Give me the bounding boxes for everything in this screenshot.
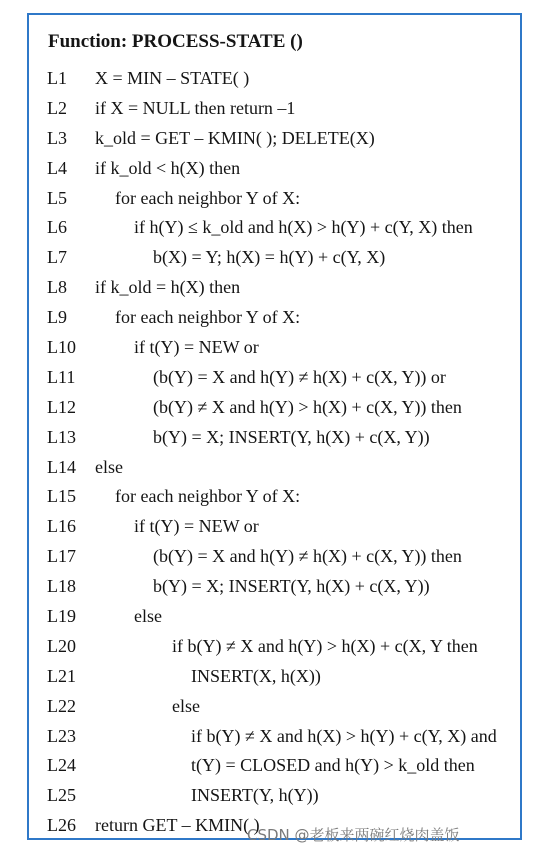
line-number: L14 [47, 456, 76, 477]
code-line-3 [29, 124, 520, 154]
line-number: L12 [47, 396, 76, 417]
code-line-17 [29, 542, 520, 572]
code-line-13 [29, 423, 520, 453]
line-number: L4 [47, 157, 67, 178]
line-code: b(X) = Y; h(X) = h(Y) + c(Y, X) [153, 247, 386, 268]
line-number: L10 [47, 337, 76, 358]
line-code: else [134, 606, 162, 627]
line-code: if h(Y) ≤ k_old and h(X) > h(Y) + c(Y, X) then [134, 217, 473, 238]
line-code: INSERT(Y, h(Y)) [191, 785, 319, 806]
line-code: for each neighbor Y of X: [115, 307, 301, 328]
watermark-text: CSDN @老板来两碗红烧肉盖饭 [247, 826, 460, 844]
line-number: L2 [47, 97, 67, 118]
code-line-21 [29, 662, 520, 692]
line-number: L15 [47, 486, 76, 507]
line-number: L16 [47, 516, 76, 537]
line-code: b(Y) = X; INSERT(Y, h(X) + c(X, Y)) [153, 426, 430, 447]
code-line-2 [29, 94, 520, 124]
code-line-24 [29, 751, 520, 781]
line-code: b(Y) = X; INSERT(Y, h(X) + c(X, Y)) [153, 576, 430, 597]
line-code: else [172, 695, 200, 716]
line-code: if t(Y) = NEW or [134, 337, 259, 358]
line-code: INSERT(X, h(X)) [191, 665, 321, 686]
code-line-8 [29, 273, 520, 303]
code-line-7 [29, 243, 520, 273]
line-number: L21 [47, 665, 76, 686]
line-number: L26 [47, 815, 76, 836]
line-number: L3 [47, 127, 67, 148]
line-code: (b(Y) = X and h(Y) ≠ h(X) + c(X, Y)) then [153, 546, 462, 567]
pseudocode-lines [29, 64, 520, 841]
line-code: else [95, 456, 123, 477]
line-number: L18 [47, 576, 76, 597]
line-code: return GET – KMIN( ) [95, 815, 260, 836]
line-number: L8 [47, 277, 67, 298]
code-line-12 [29, 393, 520, 423]
line-number: L20 [47, 635, 76, 656]
line-number: L1 [47, 68, 67, 88]
line-number: L11 [47, 366, 76, 387]
line-number: L25 [47, 785, 76, 806]
line-code: for each neighbor Y of X: [115, 486, 301, 507]
code-line-15 [29, 482, 520, 512]
code-line-10 [29, 333, 520, 363]
code-line-4 [29, 154, 520, 184]
line-code: if X = NULL then return –1 [95, 97, 296, 118]
code-line-5 [29, 184, 520, 214]
line-code: t(Y) = CLOSED and h(Y) > k_old then [191, 755, 475, 776]
line-number: L5 [47, 187, 67, 208]
line-number: L19 [47, 606, 76, 627]
line-code: if k_old = h(X) then [95, 277, 241, 298]
code-line-11 [29, 363, 520, 393]
function-title: Function: PROCESS-STATE () [48, 31, 303, 52]
line-number: L6 [47, 217, 67, 238]
line-number: L7 [47, 247, 67, 268]
line-number: L23 [47, 725, 76, 746]
line-number: L24 [47, 755, 76, 776]
line-code: X = MIN – STATE( ) [95, 68, 250, 88]
line-code: if b(Y) ≠ X and h(X) > h(Y) + c(Y, X) and [191, 725, 497, 746]
code-line-9 [29, 303, 520, 333]
code-line-6 [29, 213, 520, 243]
line-number: L17 [47, 546, 76, 567]
code-line-14 [29, 453, 520, 483]
code-line-18 [29, 572, 520, 602]
code-line-19 [29, 602, 520, 632]
line-code: if t(Y) = NEW or [134, 516, 259, 537]
line-number: L22 [47, 695, 76, 716]
code-line-1 [29, 64, 520, 94]
algorithm-box [27, 13, 522, 840]
line-code: if k_old < h(X) then [95, 157, 241, 178]
code-line-25 [29, 781, 520, 811]
code-line-23 [29, 722, 520, 752]
line-code: for each neighbor Y of X: [115, 187, 301, 208]
line-number: L13 [47, 426, 76, 447]
line-code: (b(Y) ≠ X and h(Y) > h(X) + c(X, Y)) then [153, 396, 462, 417]
code-line-22 [29, 692, 520, 722]
code-line-20 [29, 632, 520, 662]
line-code: if b(Y) ≠ X and h(Y) > h(X) + c(X, Y then [172, 635, 478, 656]
line-code: (b(Y) = X and h(Y) ≠ h(X) + c(X, Y)) or [153, 366, 446, 387]
line-code: k_old = GET – KMIN( ); DELETE(X) [95, 127, 375, 148]
code-line-16 [29, 512, 520, 542]
line-number: L9 [47, 307, 67, 328]
